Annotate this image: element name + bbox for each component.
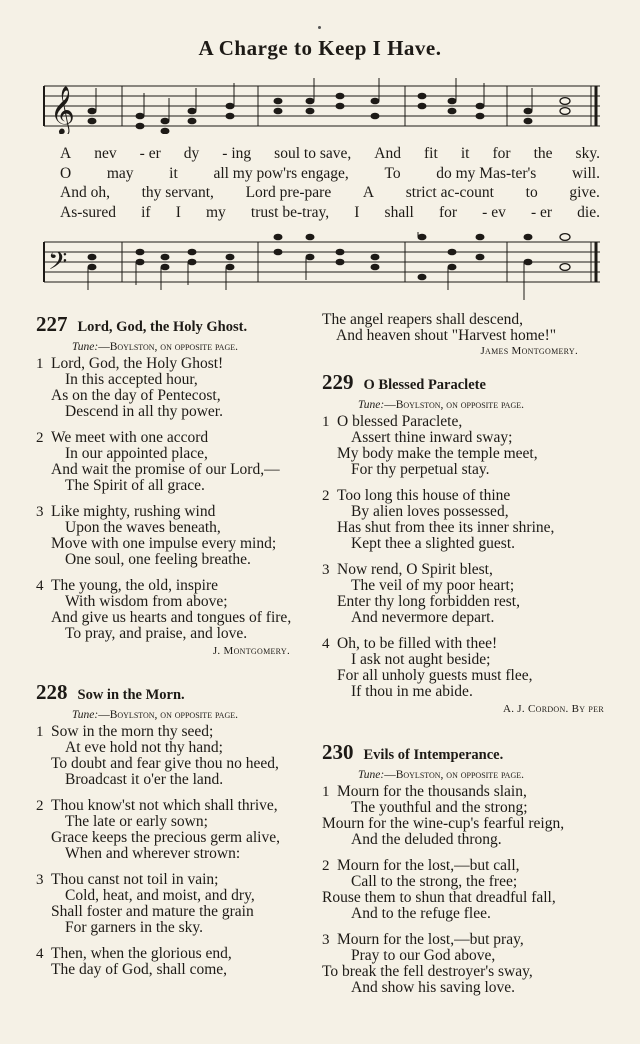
hymn-author: A. J. Cordon. By per (502, 703, 604, 715)
lyric-syllable: shall (384, 203, 414, 221)
verse (36, 430, 306, 494)
tune-line (322, 396, 604, 414)
verse-line: And wait the promise of our Lord,— (51, 461, 280, 478)
verse-number: 4 (36, 946, 44, 962)
lyric-syllable: give. (569, 184, 600, 201)
verse (36, 504, 306, 568)
lyric-syllable: if (141, 203, 151, 221)
verse-line: At eve hold not thy hand; (65, 739, 223, 756)
verse (36, 798, 306, 862)
verse-line: Pray to our God above, (351, 947, 496, 964)
lyric-syllable: Lord pre-pare (245, 184, 332, 201)
hymn-228 (36, 680, 306, 978)
lyric-syllable: As-sured (60, 203, 116, 221)
verse-line: Move with one impulse every mind; (51, 535, 277, 552)
lyric-syllable: - ev (482, 203, 506, 221)
lyric-syllable: all my pow'rs engage, (213, 164, 349, 182)
verse-line: And give us hearts and tongues of fire, (51, 609, 292, 626)
lyric-syllable: will. (571, 164, 600, 182)
verse-number: 1 (36, 356, 44, 372)
lyric-syllable: - er (139, 145, 161, 162)
verse-line: The veil of my poor heart; (351, 577, 515, 594)
hymn-230 (322, 740, 604, 996)
lyric-syllable: for (492, 145, 511, 162)
verse-line: And show his saving love. (351, 979, 516, 996)
bass-clef-icon: 𝄢 (48, 247, 68, 282)
tune-label: Tune: (72, 709, 99, 721)
verse-number: 1 (322, 414, 330, 430)
tune-label: Tune: (358, 769, 385, 781)
verse-line: Mourn for the lost,—but pray, (337, 931, 524, 948)
hymn-228-continuation (322, 312, 604, 358)
lyric-syllable: - ing (222, 145, 252, 162)
hymn-number: 230 (322, 740, 354, 764)
verse-line: Enter thy long forbidden rest, (337, 593, 520, 610)
verse (36, 872, 306, 936)
lyric-syllable: die. (577, 203, 600, 221)
hymn-number: 229 (322, 370, 354, 394)
lyric-line (60, 144, 600, 164)
lyric-syllable: thy servant, (141, 184, 214, 201)
lyric-syllable: dy (183, 145, 200, 162)
hymn-title: Sow in the Morn. (77, 687, 185, 703)
verse-line: Call to the strong, the free; (351, 873, 518, 890)
treble-clef-icon: 𝄞 (50, 85, 75, 134)
verse-line: To break the fell destroyer's sway, (322, 963, 533, 980)
verse-line: Has shut from thee its inner shrine, (337, 519, 555, 536)
verse (322, 562, 604, 626)
verse-line: The angel reapers shall descend, (322, 311, 523, 328)
verse-line: In our appointed place, (65, 445, 208, 462)
verse (322, 488, 604, 552)
lyric-syllable: may (106, 164, 134, 182)
verse-line: Kept thee a slighted guest. (351, 535, 515, 552)
verse-line: Then, when the glorious end, (51, 945, 232, 962)
verse-line: To doubt and fear give thou no heed, (51, 755, 279, 772)
verse-line: For garners in the sky. (65, 919, 204, 936)
verse-number: 4 (36, 578, 44, 594)
verse-number: 2 (322, 488, 330, 504)
music-lyrics (60, 144, 600, 222)
lyric-syllable: soul to save, (274, 145, 352, 162)
verse-line: Thou know'st not which shall thrive, (51, 797, 278, 814)
verse-line: The Spirit of all grace. (65, 477, 205, 494)
right-column (322, 312, 604, 1010)
verse-line: The young, the old, inspire (51, 577, 219, 594)
hymn-title: O Blessed Paraclete (363, 377, 486, 393)
verse-line: Lord, God, the Holy Ghost! (51, 355, 224, 372)
hymn-227 (36, 312, 306, 658)
verse (322, 858, 604, 922)
verse-line: And the deluded throng. (351, 831, 502, 848)
verse-line: Oh, to be filled with thee! (337, 635, 498, 652)
verse-number: 3 (322, 562, 330, 578)
verse-line: Thou canst not toil in vain; (51, 871, 219, 888)
tune-line (322, 766, 604, 784)
verse-line: Assert thine inward sway; (351, 429, 513, 446)
verse-line: When and wherever strown: (65, 845, 241, 862)
verse (322, 932, 604, 996)
lyric-syllable: And oh, (60, 184, 110, 201)
verse (36, 578, 306, 642)
lyric-syllable: strict ac-count (405, 184, 494, 201)
verse-number: 1 (36, 724, 44, 740)
verse-number: 1 (322, 784, 330, 800)
tune-label: Tune: (358, 399, 385, 411)
verse (322, 636, 604, 700)
verse (322, 414, 604, 478)
tune-name: —Boylston, on opposite page. (98, 709, 238, 721)
lyric-syllable: my (205, 203, 226, 221)
verse-line: I ask not aught beside; (351, 651, 491, 668)
bass-staff (40, 232, 600, 302)
lyric-line (60, 183, 600, 203)
verse-line: Mourn for the wine-cup's fearful reign, (322, 815, 565, 832)
verse-line: Broadcast it o'er the land. (65, 771, 224, 788)
lyric-syllable: to (525, 184, 538, 201)
lyric-line (60, 164, 600, 184)
tune-name: —Boylston, on opposite page. (98, 341, 238, 353)
page-title: A Charge to Keep I Have. (198, 36, 442, 60)
hymn-title: Lord, God, the Holy Ghost. (77, 319, 248, 335)
lyric-syllable: the (533, 145, 553, 162)
lyric-syllable: sky. (575, 145, 600, 162)
lyric-syllable: A (362, 184, 375, 201)
verse-number: 3 (322, 932, 330, 948)
verse-line: To pray, and praise, and love. (65, 625, 248, 642)
verse-line: One soul, one feeling breathe. (65, 551, 251, 568)
lyric-syllable: A (60, 145, 72, 162)
hymn-number: 228 (36, 680, 68, 704)
page-dot-mark (318, 26, 321, 29)
verse-line: Mourn for the thousands slain, (337, 783, 527, 800)
verse-number: 4 (322, 636, 330, 652)
verse-line: The day of God, shall come, (51, 961, 228, 978)
lyric-syllable: I (175, 203, 181, 221)
verse-line: And heaven shout "Harvest home!" (336, 327, 557, 344)
verse-line: In this accepted hour, (65, 371, 198, 388)
hymn-229 (322, 370, 604, 716)
verse-line: Grace keeps the precious germ alive, (51, 829, 280, 846)
tune-line (36, 338, 306, 356)
lyric-syllable: for (438, 203, 458, 221)
left-column (36, 312, 306, 992)
verse-line: As on the day of Pentecost, (51, 387, 221, 404)
hymn-author: James Montgomery. (480, 345, 578, 357)
verse-line: The youthful and the strong; (351, 799, 528, 816)
tune-name: —Boylston, on opposite page. (384, 399, 524, 411)
verse-line: My body make the temple meet, (337, 445, 538, 462)
hymn-title: Evils of Intemperance. (363, 747, 504, 763)
lyric-syllable: - er (530, 203, 553, 221)
verse-line: If thou in me abide. (351, 683, 473, 700)
verse-line: The late or early sown; (65, 813, 208, 830)
verse (36, 946, 306, 978)
lyric-syllable: fit (424, 145, 438, 162)
verse-line: Upon the waves beneath, (65, 519, 221, 536)
verse-line: And nevermore depart. (351, 609, 495, 626)
verse-line: Too long this house of thine (337, 487, 511, 504)
verse-line: For thy perpetual stay. (351, 461, 490, 478)
verse (36, 724, 306, 788)
tune-label: Tune: (72, 341, 99, 353)
verse-line: Descend in all thy power. (65, 403, 223, 420)
treble-staff (40, 78, 600, 134)
verse-line: O blessed Paraclete, (337, 413, 463, 430)
verse-line: Sow in the morn thy seed; (51, 723, 214, 740)
verse-line: Shall foster and mature the grain (51, 903, 254, 920)
verse-line: And to the refuge flee. (351, 905, 491, 922)
hymn-number: 227 (36, 312, 68, 336)
verse-line: By alien loves possessed, (351, 503, 509, 520)
verse-line: Rouse them to shun that dreadful fall, (322, 889, 556, 906)
lyric-syllable: nev (94, 145, 117, 162)
verse-number: 3 (36, 872, 44, 888)
verse-line: Mourn for the lost,—but call, (337, 857, 520, 874)
lyric-syllable: To (384, 164, 401, 182)
verse (36, 356, 306, 420)
lyric-syllable: trust be-tray, (250, 203, 330, 221)
verse-line: Now rend, O Spirit blest, (337, 561, 493, 578)
verse-number: 2 (36, 798, 44, 814)
lyric-line (60, 203, 600, 223)
tune-line (36, 706, 306, 724)
lyric-syllable: do my Mas-ter's (436, 164, 537, 182)
verse-number: 2 (322, 858, 330, 874)
verse-line: Cold, heat, and moist, and dry, (65, 887, 255, 904)
verse-number: 2 (36, 430, 44, 446)
lyric-syllable: I (354, 203, 360, 221)
lyric-syllable: O (60, 164, 72, 182)
verse-line: For all unholy guests must flee, (337, 667, 533, 684)
hymn-author: J. Montgomery. (212, 645, 290, 657)
verse-line: Like mighty, rushing wind (51, 503, 216, 520)
verse-line: We meet with one accord (51, 429, 209, 446)
lyric-syllable: it (169, 164, 178, 182)
lyric-syllable: it (460, 145, 470, 162)
tune-name: —Boylston, on opposite page. (384, 769, 524, 781)
verse-line: With wisdom from above; (65, 593, 228, 610)
verse-number: 3 (36, 504, 44, 520)
lyric-syllable: And (374, 145, 401, 162)
verse (322, 784, 604, 848)
